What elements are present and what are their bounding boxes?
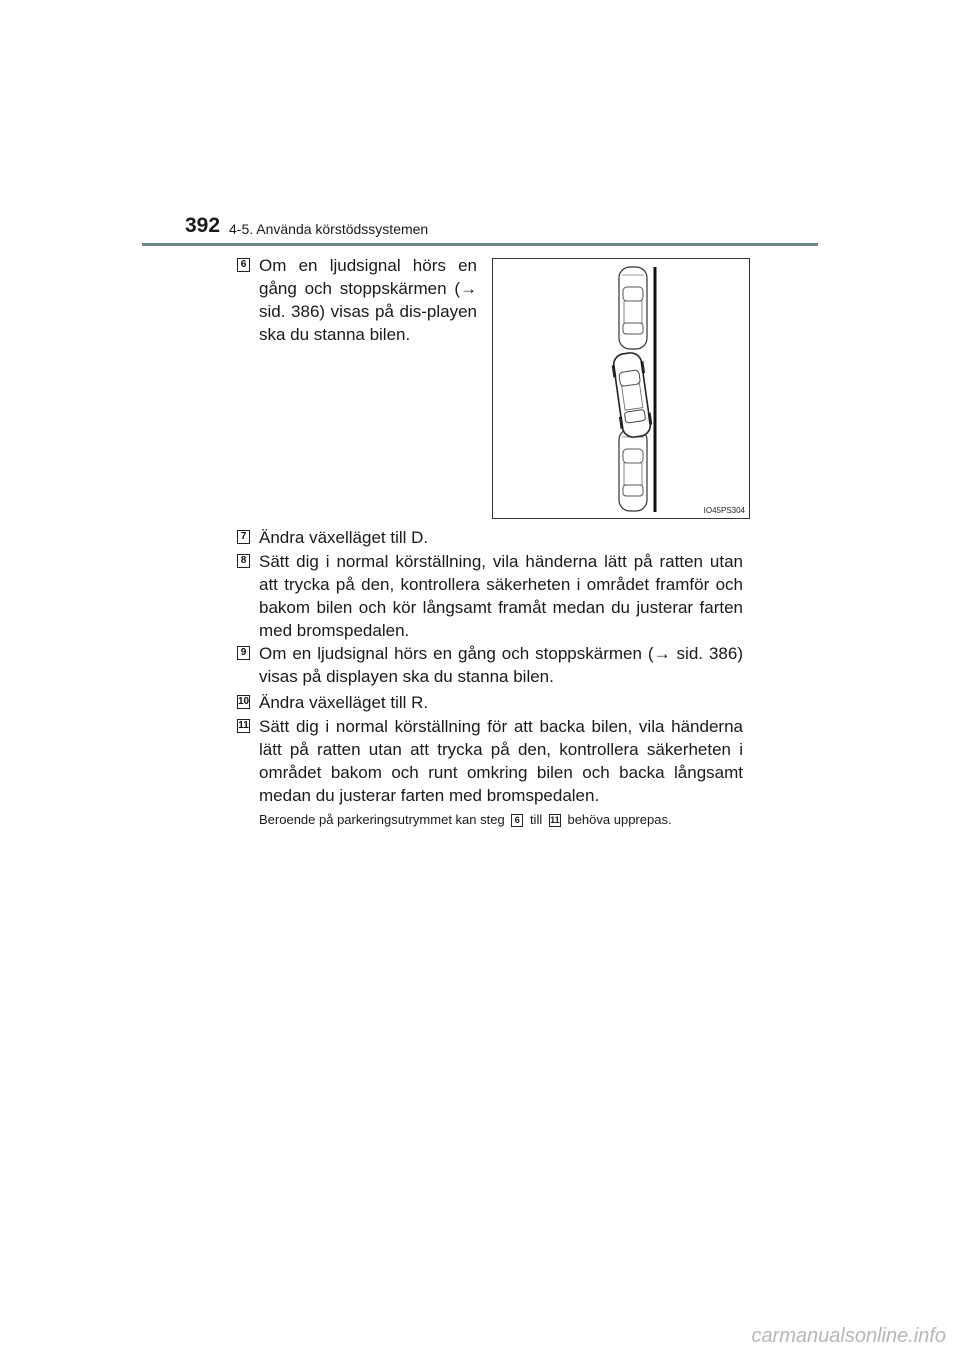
- step-text: Om en ljudsignal hörs en gång och stoppskärmen (→ sid. 386) visas på dis-playen ska du stanna bilen.: [259, 256, 477, 344]
- parked-car-front: [619, 267, 647, 349]
- step-text: Ändra växelläget till R.: [259, 693, 429, 712]
- step-text: Sätt dig i normal körställning för att backa bilen, vila händerna lätt på ratten utan att trycka på den, kontrollera säkerheten i området bakom och runt omkring bilen och backa långsamt medan du justerar farten med bromspedalen.: [259, 717, 743, 805]
- step-text: Om en ljudsignal hörs en gång och stoppskärmen (→ sid. 386) visas på displayen ska du stanna bilen.: [259, 644, 743, 686]
- page-number: 392: [185, 214, 221, 237]
- note-prefix: Beroende på parkeringsutrymmet kan steg: [259, 812, 505, 827]
- parked-car-rear: [619, 429, 647, 511]
- step-badge: 10: [238, 696, 250, 707]
- note-suffix: behöva upprepas.: [567, 812, 672, 827]
- repeat-note: [259, 812, 672, 827]
- parking-illustration: [492, 258, 750, 519]
- step-badge: 8: [237, 554, 250, 568]
- step-badge: 7: [237, 530, 250, 544]
- note-step-from-badge: 6: [511, 814, 523, 827]
- note-step-to-badge: 11: [550, 815, 560, 826]
- step-badge: 6: [237, 258, 250, 272]
- header-rule: [142, 243, 818, 246]
- section-title: 4-5. Använda körstödssystemen: [229, 221, 429, 237]
- step-text: Sätt dig i normal körställning, vila händerna lätt på ratten utan att trycka på den, kontrollera säkerheten i området framför och bakom bilen och kör långsamt framåt medan du justerar farten med bromspedalen.: [259, 552, 743, 640]
- step-text: Ändra växelläget till D.: [259, 528, 429, 547]
- step-badge: 9: [237, 646, 250, 660]
- figure-code: IO45PS304: [703, 506, 745, 515]
- step-badge: 11: [238, 720, 249, 731]
- maneuvering-car: [610, 351, 653, 439]
- watermark: carmanualsonline.info: [751, 1325, 946, 1347]
- note-middle: till: [529, 812, 543, 827]
